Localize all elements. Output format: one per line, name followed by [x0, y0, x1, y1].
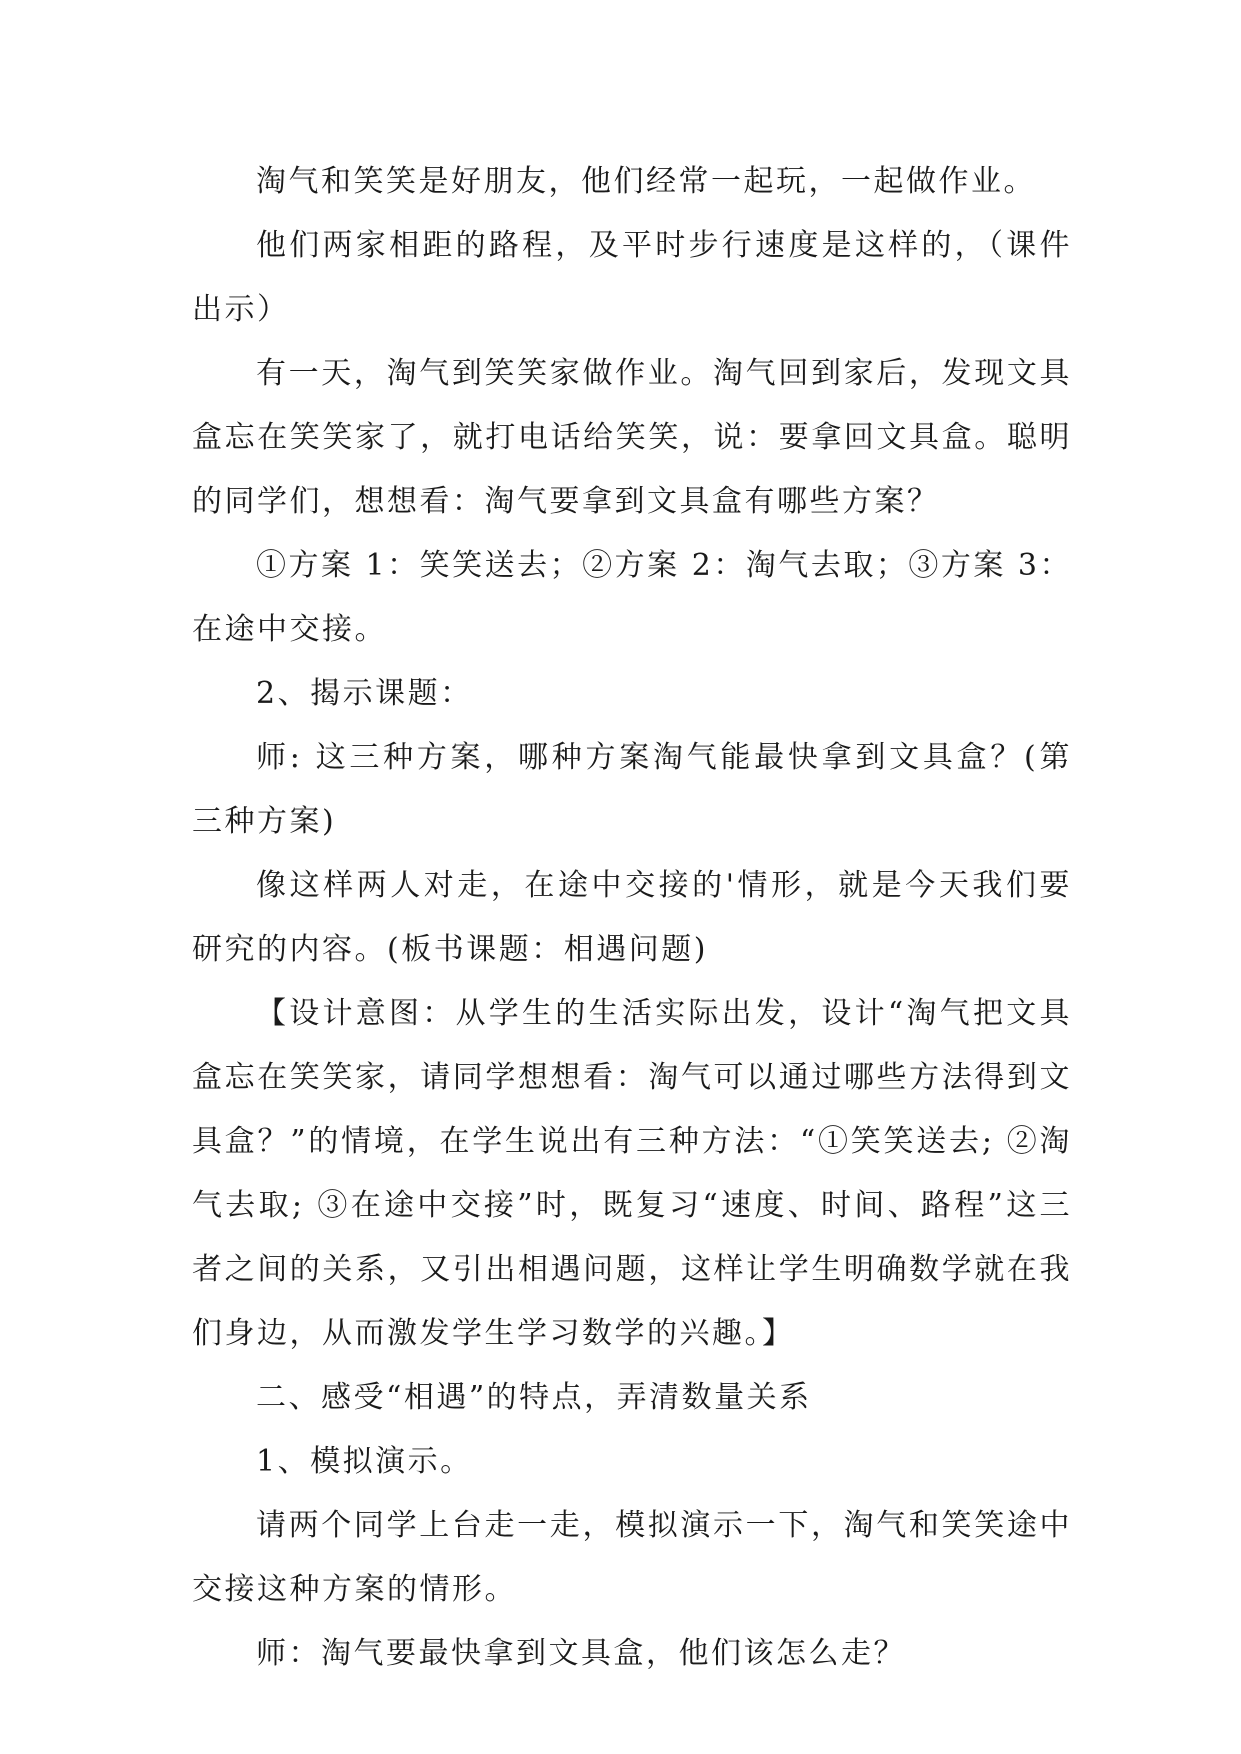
paragraph-topic-intro: 像这样两人对走，在途中交接的'情形，就是今天我们要研究的内容。(板书课题：相遇问题)	[192, 868, 1072, 967]
section-heading-meeting: 二、感受“相遇”的特点，弄清数量关系	[256, 1380, 812, 1415]
paragraph-options: ①方案 1：笑笑送去；②方案 2：淘气去取；③方案 3：在途中交接。	[192, 548, 1072, 647]
paragraph-story: 有一天，淘气到笑笑家做作业。淘气回到家后，发现文具盒忘在笑笑家了，就打电话给笑笑，说：要拿回文具盒。聪明的同学们，想想看：淘气要拿到文具盒有哪些方案？	[192, 356, 1072, 519]
section-heading-reveal-topic: 2、揭示课题：	[256, 676, 473, 711]
paragraph-design-intent: 【设计意图：从学生的生活实际出发，设计“淘气把文具盒忘在笑笑家，请同学想想看：淘气可以通过哪些方法得到文具盒？”的情境，在学生说出有三种方法：“①笑笑送去; ②淘气去取; ③在途中交接”时，既复习“速度、时间、路程”这三者之间的关系，又引出相遇问题，这样让学生明确数学就在我们身边，从而激发学生学习数学的兴趣。】	[192, 996, 1072, 1351]
paragraph-distance-speed: 他们两家相距的路程，及平时步行速度是这样的，（课件出示）	[192, 228, 1072, 327]
paragraph-intro: 淘气和笑笑是好朋友，他们经常一起玩，一起做作业。	[256, 164, 1036, 199]
paragraph-simulation: 请两个同学上台走一走，模拟演示一下，淘气和笑笑途中交接这种方案的情形。	[192, 1508, 1072, 1607]
paragraph-teacher-how: 师：淘气要最快拿到文具盒，他们该怎么走？	[256, 1636, 906, 1671]
section-heading-simulation: 1、模拟演示。	[256, 1444, 473, 1479]
paragraph-teacher-question: 师: 这三种方案，哪种方案淘气能最快拿到文具盒？(第三种方案)	[192, 740, 1072, 839]
document-body	[192, 150, 1072, 1686]
